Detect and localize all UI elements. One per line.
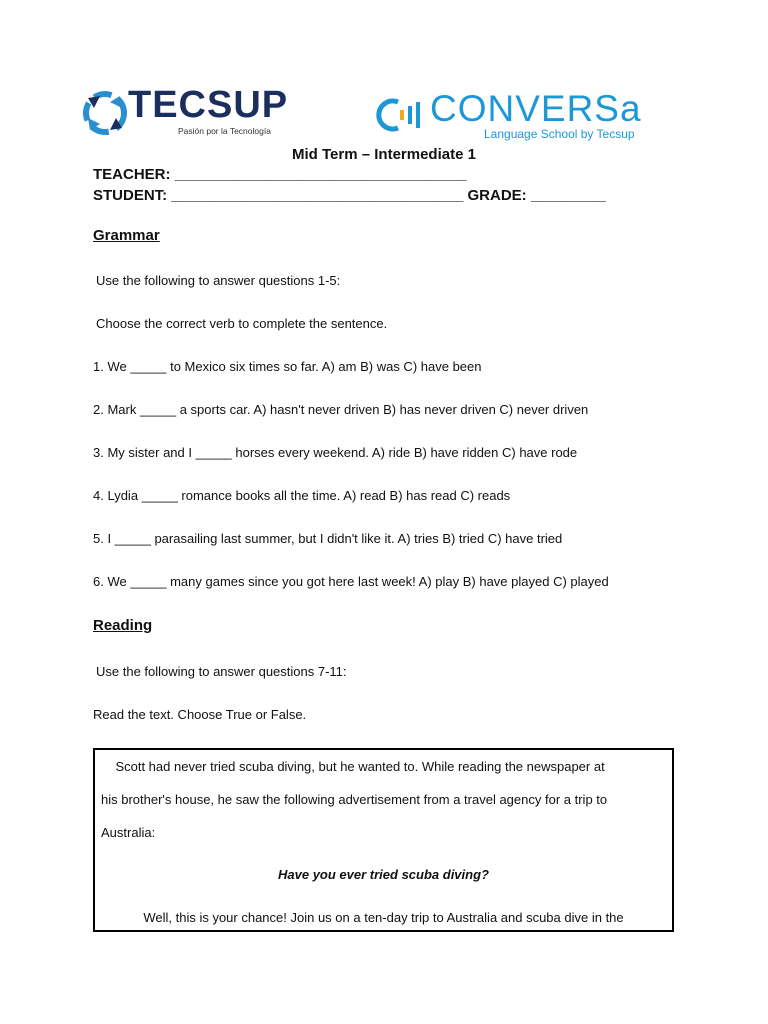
reading-instruction-2: Read the text. Choose True or False. <box>93 707 307 722</box>
reading-passage-box <box>93 748 674 932</box>
tecsup-wordmark: TECSUP <box>128 84 289 126</box>
grammar-instruction-1: Use the following to answer questions 1-5: <box>96 273 341 288</box>
reading-instruction-1: Use the following to answer questions 7-11: <box>96 664 347 679</box>
question-6: 6. We _____ many games since you got here last week! A) play B) have played C) played <box>93 574 609 589</box>
question-4: 4. Lydia _____ romance books all the time. A) read B) has read C) reads <box>93 488 511 503</box>
exam-title: Mid Term – Intermediate 1 <box>292 146 476 163</box>
passage-line-2: his brother's house, he saw the following advertisement from a travel agency for a trip to <box>101 792 608 807</box>
question-5: 5. I _____ parasailing last summer, but I didn't like it. A) tries B) tried C) have tried <box>93 531 563 546</box>
tecsup-arrows-icon <box>82 90 128 136</box>
advertisement-line-1: Well, this is your chance! Join us on a ten-day trip to Australia and scuba dive in the <box>143 910 624 925</box>
question-3: 3. My sister and I _____ horses every weekend. A) ride B) have ridden C) have rode <box>93 445 578 460</box>
teacher-field: TEACHER: ___________________________________ <box>93 166 467 183</box>
conversa-speech-icon <box>368 96 428 134</box>
advertisement-title: Have you ever tried scuba diving? <box>278 867 489 882</box>
tecsup-logo <box>82 84 289 140</box>
question-2: 2. Mark _____ a sports car. A) hasn't never driven B) has never driven C) never driven <box>93 402 589 417</box>
tecsup-tagline: Pasión por la Tecnología <box>178 126 271 136</box>
passage-line-3: Australia: <box>101 825 156 840</box>
student-grade-field: STUDENT: ___________________________________ GRADE: _________ <box>93 187 606 204</box>
conversa-logo <box>368 88 658 144</box>
conversa-wordmark: CONVERSa <box>430 88 642 129</box>
conversa-tagline: Language School by Tecsup <box>484 127 635 141</box>
grammar-heading: Grammar <box>93 227 160 244</box>
reading-heading: Reading <box>93 617 153 634</box>
question-1: 1. We _____ to Mexico six times so far. A) am B) was C) have been <box>93 359 482 374</box>
passage-line-1: Scott had never tried scuba diving, but he wanted to. While reading the newspaper at <box>101 759 605 774</box>
grammar-instruction-2: Choose the correct verb to complete the sentence. <box>96 316 388 331</box>
